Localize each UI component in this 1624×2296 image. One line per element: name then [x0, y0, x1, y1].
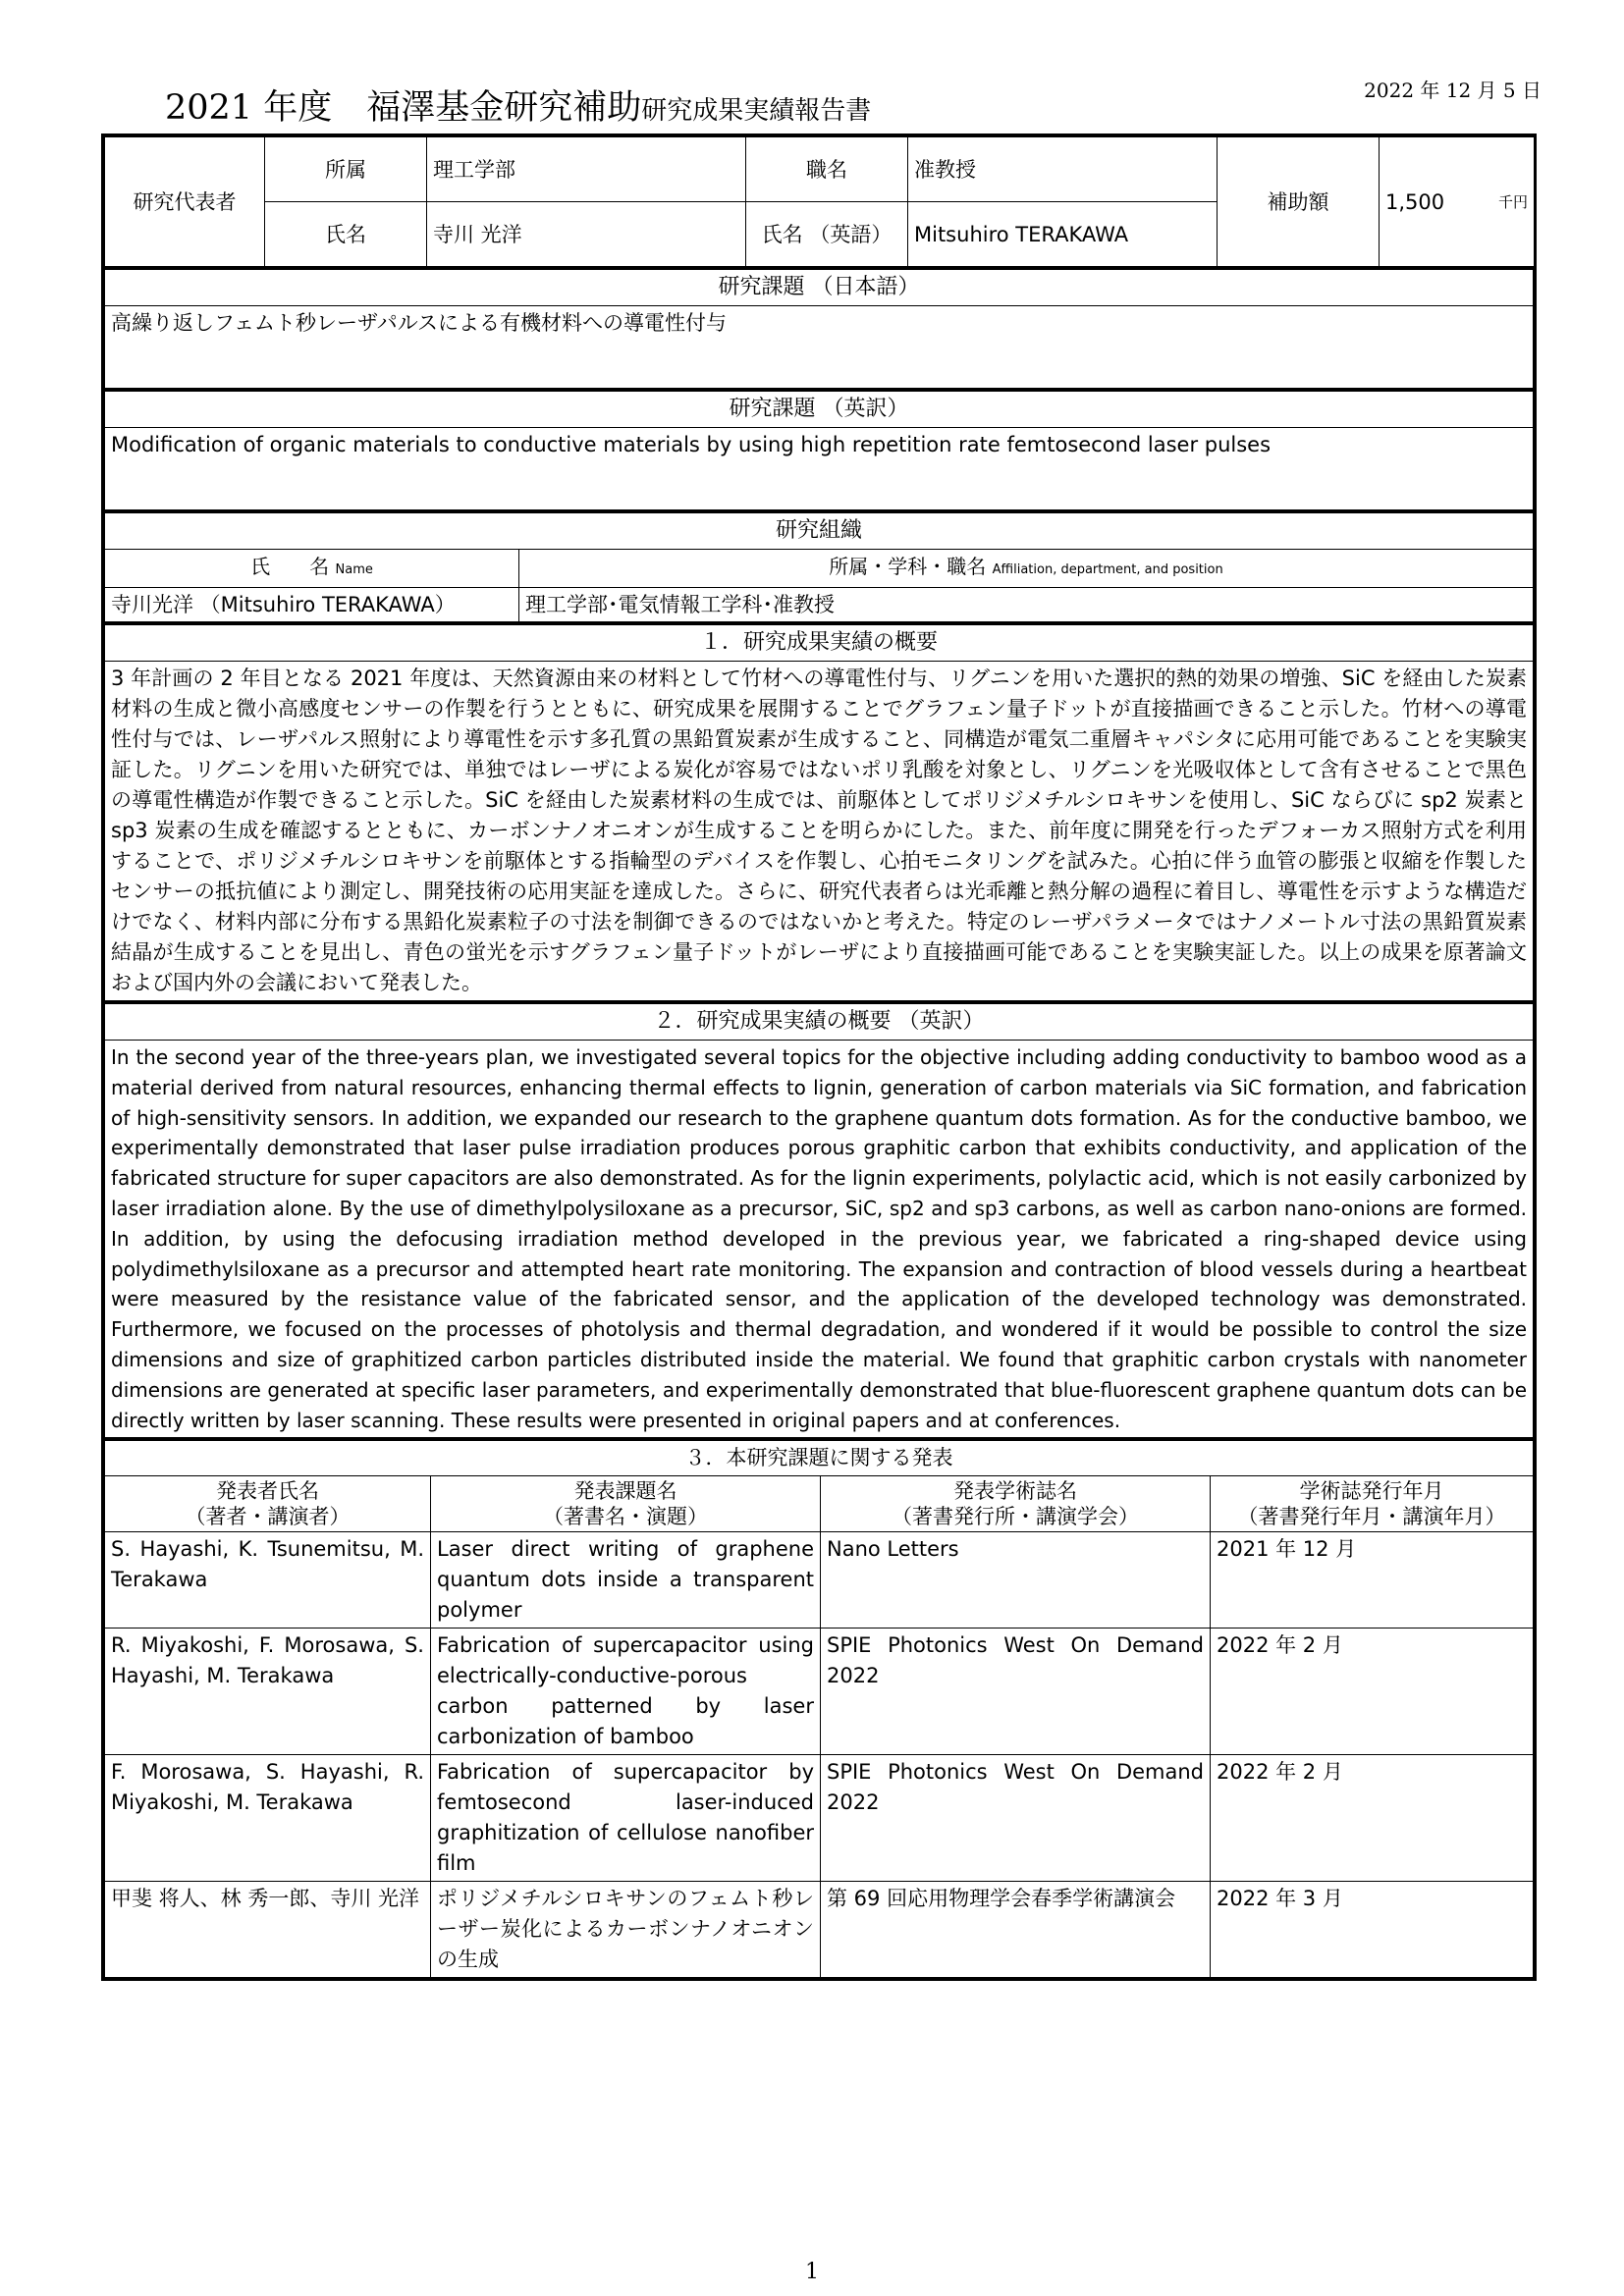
row-journal: 第 69 回応用物理学会春季学術講演会	[821, 1882, 1211, 1978]
summary-en-section	[104, 1001, 1534, 1438]
organization-heading: 研究組織	[105, 512, 1534, 550]
page-number: 1	[805, 2260, 819, 2284]
position-label: 職名	[746, 137, 908, 202]
col-authors-title: 発表者氏名	[216, 1479, 319, 1504]
col-title-sub: （著書名・演題）	[543, 1505, 708, 1529]
org-col-affil-ja: 所属・学科・職名	[829, 555, 987, 578]
row-authors: F. Morosawa, S. Hayashi, R. Miyakoshi, M. Terakawa	[105, 1755, 431, 1882]
grant-unit: 千円	[1497, 192, 1528, 211]
organization-section	[104, 510, 1534, 622]
grant-amount: 1,500	[1385, 189, 1445, 214]
report-form	[101, 133, 1537, 1981]
row-title: Laser direct writing of graphene quantum dots inside a transparent polymer	[431, 1532, 821, 1629]
presentations-header-row	[105, 1476, 1534, 1532]
org-col-affil-en: Affiliation, department, and position	[992, 562, 1223, 577]
table-row	[105, 1629, 1534, 1755]
topic-en-heading: 研究課題 （英訳）	[105, 391, 1534, 428]
col-journal-sub: （著書発行所・講演学会）	[892, 1505, 1139, 1529]
summary-ja-section	[104, 622, 1534, 1001]
name-en-label: 氏名 （英語）	[746, 202, 908, 267]
row-journal: Nano Letters	[821, 1532, 1211, 1629]
grant-label: 補助額	[1218, 137, 1380, 267]
org-col-name-en: Name	[335, 562, 373, 577]
row-title: ポリジメチルシロキサンのフェムト秒レーザー炭化によるカーボンナノオニオンの生成	[431, 1882, 821, 1978]
row-authors: S. Hayashi, K. Tsunemitsu, M. Terakawa	[105, 1532, 431, 1629]
col-date-header	[1211, 1476, 1534, 1532]
row-journal: SPIE Photonics West On Demand 2022	[821, 1755, 1211, 1882]
col-date-sub: （著書発行年月・講演年月）	[1237, 1505, 1506, 1529]
row-date: 2022 年 2 月	[1211, 1629, 1534, 1755]
affiliation-label: 所属	[265, 137, 427, 202]
table-row	[105, 1882, 1534, 1978]
col-date-title: 学術誌発行年月	[1299, 1479, 1444, 1504]
col-title-title: 発表課題名	[573, 1479, 677, 1504]
summary-ja-heading: １．研究成果実績の概要	[105, 624, 1534, 662]
org-member-name: 寺川光洋 （Mitsuhiro TERAKAWA）	[105, 588, 519, 622]
affiliation-value: 理工学部	[427, 137, 746, 202]
presentations-heading: ３．本研究課題に関する発表	[105, 1440, 1534, 1476]
row-journal: SPIE Photonics West On Demand 2022	[821, 1629, 1211, 1755]
col-authors-header	[105, 1476, 431, 1532]
row-authors: R. Miyakoshi, F. Morosawa, S. Hayashi, M. Terakawa	[105, 1629, 431, 1755]
presentations-table	[104, 1438, 1534, 1978]
topic-en-section	[104, 389, 1534, 510]
table-row	[105, 1755, 1534, 1882]
summary-en-text: In the second year of the three-years plan, we investigated several topics for the objective including adding conductivity to bamboo wood as a material derived from natural resources, enhancing thermal effects to lignin, generation of carbon materials via SiC formation, and fabrication of high-sensitivity sensors. In addition, we expanded our research to the graphene quantum dots formation. As for the conductive bamboo, we experimentally demonstrated that laser pulse irradiation produces porous graphitic carbon that exhibits conductivity, and application of the fabricated structure for super capacitors are also demonstrated. As for the lignin experiments, polylactic acid, which is not easily carbonized by laser irradiation alone. By the use of dimethylpolysiloxane as a precursor, SiC, sp2 and sp3 carbons, as well as carbon nano-onions are formed. In addition, by using the defocusing irradiation method developed in the previous year, we fabricated a ring-shaped device using polydimethylsiloxane as a precursor and attempted heart rate monitoring. The expansion and contraction of blood vessels during a heartbeat were measured by the resistance value of the fabricated sensor, and the application of the developed technology was demonstrated. Furthermore, we focused on the processes of photolysis and thermal degradation, and wondered if it would be possible to control the size dimensions and size of graphitized carbon particles distributed inside the material. We found that graphitic carbon crystals with nanometer dimensions are generated at specific laser parameters, and experimentally demonstrated that blue-fluorescent graphene quantum dots can be directly written by laser scanning. These results were presented in original papers and at conferences.	[105, 1041, 1534, 1438]
title-main: 2021 年度 福澤基金研究補助	[165, 88, 642, 128]
representative-label: 研究代表者	[105, 137, 265, 267]
summary-en-heading: ２．研究成果実績の概要 （英訳）	[105, 1003, 1534, 1041]
summary-ja-text: 3 年計画の 2 年目となる 2021 年度は、天然資源由来の材料として竹材への導電性付与、リグニンを用いた選択的熱的効果の増強、SiC を経由した炭素材料の生成と微小高感度センサーの作製を行うとともに、研究成果を展開することでグラフェン量子ドットが直接描画できること示した。竹材への導電性付与では、レーザパルス照射により導電性を示す多孔質の黒鉛質炭素が生成すること、同構造が電気二重層キャパシタに応用可能であることを実験実証した。リグニンを用いた研究では、単独ではレーザによる炭化が容易ではないポリ乳酸を対象とし、リグニンを光吸収体として含有させることで黒色の導電性構造が作製できること示した。SiC を経由した炭素材料の生成では、前駆体としてポリジメチルシロキサンを使用し、SiC ならびに sp2 炭素と sp3 炭素の生成を確認するとともに、カーボンナノオニオンが生成することを明らかにした。また、前年度に開発を行ったデフォーカス照射方式を利用することで、ポリジメチルシロキサンを前駆体とする指輪型のデバイスを作製し、心拍モニタリングを試みた。心拍に伴う血管の膨張と収縮を作製したセンサーの抵抗値により測定し、開発技術の応用実証を達成した。さらに、研究代表者らは光乖離と熱分解の過程に着目し、導電性を示すような構造だけでなく、材料内部に分布する黒鉛化炭素粒子の寸法を制御できるのではないかと考えた。特定のレーザパラメータではナノメートル寸法の黒鉛質炭素結晶が生成することを見出し、青色の蛍光を示すグラフェン量子ドットがレーザにより直接描画可能であることを実験実証した。以上の成果を原著論文および国内外の会議において発表した。	[105, 662, 1534, 1001]
name-label: 氏名	[265, 202, 427, 267]
grant-cell	[1380, 137, 1535, 267]
position-value: 准教授	[908, 137, 1218, 202]
table-row	[105, 1532, 1534, 1629]
topic-ja-text: 高繰り返しフェムト秒レーザパルスによる有機材料への導電性付与	[105, 306, 1534, 389]
col-journal-header	[821, 1476, 1211, 1532]
row-date: 2021 年 12 月	[1211, 1532, 1534, 1629]
row-title: Fabrication of supercapacitor using electrically-conductive-porous carbon patterned by laser carbonization of bamboo	[431, 1629, 821, 1755]
title-sub: 研究成果実績報告書	[641, 96, 872, 126]
representative-table	[104, 136, 1535, 267]
topic-en-text: Modification of organic materials to conductive materials by using high repetition rate femtosecond laser pulses	[105, 428, 1534, 510]
org-col-name	[105, 550, 519, 588]
row-title: Fabrication of supercapacitor by femtosecond laser-induced graphitization of cellulose nanofiber film	[431, 1755, 821, 1882]
org-member-affil: 理工学部･電気情報工学科･准教授	[519, 588, 1534, 622]
col-title-header	[431, 1476, 821, 1532]
name-value: 寺川 光洋	[427, 202, 746, 267]
page-title	[165, 80, 871, 130]
topic-ja-section	[104, 267, 1534, 389]
row-date: 2022 年 3 月	[1211, 1882, 1534, 1978]
row-date: 2022 年 2 月	[1211, 1755, 1534, 1882]
org-col-name-ja: 氏 名	[250, 555, 330, 578]
name-en-value: Mitsuhiro TERAKAWA	[908, 202, 1218, 267]
topic-ja-heading: 研究課題 （日本語）	[105, 269, 1534, 306]
report-date: 2022 年 12 月 5 日	[1364, 79, 1542, 102]
org-col-affil	[519, 550, 1534, 588]
col-journal-title: 発表学術誌名	[953, 1479, 1077, 1504]
col-authors-sub: （著者・講演者）	[185, 1505, 351, 1529]
row-authors: 甲斐 将人、林 秀一郎、寺川 光洋	[105, 1882, 431, 1978]
